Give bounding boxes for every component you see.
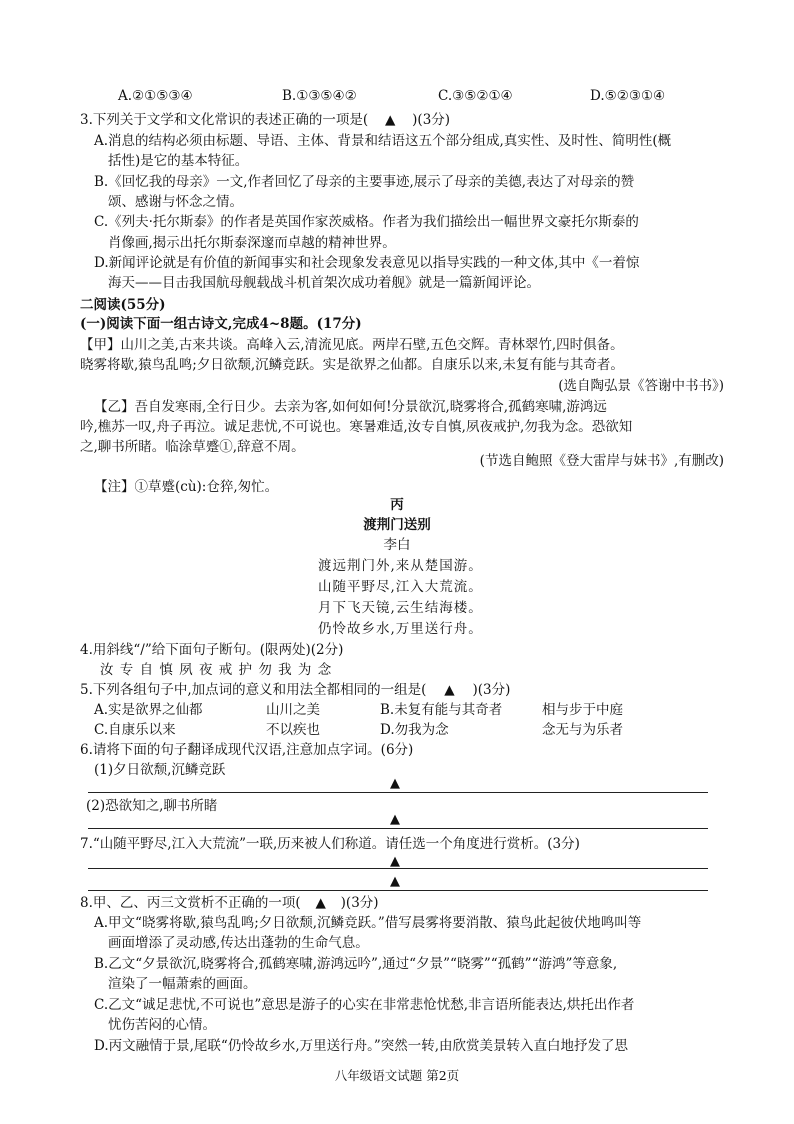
q4-stem: 4.用斜线“/”给下面句子断句。(限两处)(2分) [80, 642, 344, 658]
q5-answer-blank[interactable]: ▲ [444, 682, 455, 698]
q5-option-b-pair: 相与步于中庭 [542, 702, 623, 718]
bing-label: 丙 [390, 497, 404, 513]
q6-answer-line-1[interactable] [88, 792, 708, 793]
q8-option-c-line1: C.乙文“诚足悲忧,不可说也”意思是游子的心实在非常悲怆忧愁,非言语所能表达,烘托出作者 [94, 997, 635, 1013]
q8-option-a-line2: 画面增添了灵动感,传达出蓬勃的生命气息。 [108, 935, 369, 951]
section-two-title: 二阅读(55分) [80, 297, 166, 313]
poem-author: 李白 [383, 537, 411, 553]
q2-option-b: B.①③⑤④② [282, 88, 357, 104]
q5-stem [80, 680, 510, 700]
q3-option-d-line2: 海天——目击我国航母舰载战斗机首架次成功着舰》就是一篇新闻评论。 [108, 275, 540, 291]
q3-option-c-line2: 肖像画,揭示出托尔斯泰深邃而卓越的精神世界。 [108, 235, 396, 251]
q3-option-d-line1: D.新闻评论就是有价值的新闻事实和社会现象发表意见以指导实践的一种文体,其中《一着惊 [94, 255, 640, 271]
page-footer: 八年级语文试题 第2页 [334, 1068, 460, 1083]
jia-source: (选自陶弘景《答谢中书书》) [558, 378, 724, 394]
section-two-subtitle: (一)阅读下面一组古诗文,完成4~8题。(17分) [80, 316, 362, 332]
poem-line-3: 月下飞天镜,云生结海楼。 [318, 600, 483, 616]
q3-option-b-line1: B.《回忆我的母亲》一文,作者回忆了母亲的主要事迹,展示了母亲的美德,表达了对母亲的赞 [94, 174, 635, 190]
yi-source: (节选自鲍照《登大雷岸与妹书》,有删改) [479, 453, 724, 469]
yi-text-line1: 【乙】吾自发寒雨,全行日少。去亲为客,如何如何!分景欲沉,晓雾将合,孤鹤寒啸,游鸿远 [94, 399, 607, 415]
q5-option-b: B.未复有能与其奇者 [380, 702, 503, 718]
q5-stem-text: 5.下列各组句子中,加点词的意义和用法全都相同的一组是( [80, 682, 427, 698]
q6-answer-blank-1[interactable]: ▲ [390, 776, 400, 791]
q5-option-d: D.勿我为念 [380, 722, 449, 738]
q2-option-d: D.⑤②③①④ [590, 88, 666, 104]
poem-line-4: 仍怜故乡水,万里送行舟。 [318, 621, 483, 637]
q6-stem: 6.请将下面的句子翻译成现代汉语,注意加点字词。(6分) [80, 742, 414, 758]
yi-text-line3: 之,聊书所睹。临涂草蹙①,辞意不周。 [80, 439, 305, 455]
q4-sentence: 汝 专 自 慎 夙 夜 戒 护 勿 我 为 念 [100, 662, 333, 678]
poem-line-1: 渡远荆门外,来从楚国游。 [318, 558, 483, 574]
q7-answer-blank[interactable]: ▲ [390, 854, 400, 869]
q8-answer-blank[interactable]: ▲ [315, 895, 326, 911]
q7-answer-line-1[interactable] [88, 868, 708, 869]
q8-option-c-line2: 忧伤苦闷的心情。 [108, 1017, 216, 1033]
q5-option-d-pair: 念无与为乐者 [542, 722, 623, 738]
q7-answer-blank-2[interactable]: ▲ [390, 874, 400, 889]
q5-option-a-pair: 山川之美 [266, 702, 320, 718]
yi-text-line2: 吟,樵苏一叹,舟子再泣。诚足悲忧,不可说也。寒暑难适,汝专自慎,夙夜戒护,勿我为念。恐欲知 [80, 419, 633, 435]
q3-score: )(3分) [412, 112, 451, 128]
q5-option-c: C.自康乐以来 [94, 722, 176, 738]
q5-score: )(3分) [472, 682, 511, 698]
jia-text-line2: 晓雾将歇,猿鸟乱鸣;夕日欲颓,沉鳞竞跃。实是欲界之仙都。自康乐以来,未复有能与其奇者。 [80, 357, 624, 373]
q2-option-c: C.③⑤②①④ [438, 88, 513, 104]
poem-line-2: 山随平野尽,江入大荒流。 [318, 579, 483, 595]
q6-answer-blank-2[interactable]: ▲ [390, 812, 400, 827]
q7-stem: 7.“山随平野尽,江入大荒流”一联,历来被人们称道。请任选一个角度进行赏析。(3分) [80, 836, 580, 852]
poem-title: 渡荆门送别 [363, 517, 431, 533]
q3-option-c-line1: C.《列夫·托尔斯泰》的作者是英国作家茨威格。作者为我们描绘出一幅世界文豪托尔斯泰的 [94, 214, 639, 230]
annotation-note: 【注】①草蹙(cù):仓猝,匆忙。 [94, 479, 279, 495]
q7-answer-line-2[interactable] [88, 890, 708, 891]
q3-option-a-line1: A.消息的结构必须由标题、导语、主体、背景和结语这五个部分组成,真实性、及时性、简明性(概 [94, 133, 672, 149]
q8-stem-text: 8.甲、乙、丙三文赏析不正确的一项( [80, 895, 301, 911]
q6-sentence-2: (2)恐欲知之,聊书所睹 [86, 798, 218, 814]
q6-sentence-1: (1)夕日欲颓,沉鳞竞跃 [94, 762, 226, 778]
q8-option-a-line1: A.甲文“晓雾将歇,猿鸟乱鸣;夕日欲颓,沉鳞竞跃。”借写晨雾将要消散、猿鸟此起彼伏地鸣叫等 [94, 915, 642, 931]
jia-text-line1: 【甲】山川之美,古来共谈。高峰入云,清流见底。两岸石壁,五色交辉。青林翠竹,四时俱备。 [80, 337, 624, 353]
q3-stem [80, 110, 450, 130]
q8-option-b-line1: B.乙文“夕景欲沉,晓雾将合,孤鹤寒啸,游鸿远吟”,通过“夕景”“晓雾”“孤鹤”“游鸿”等意象, [94, 956, 618, 972]
q3-option-b-line2: 颂、感谢与怀念之情。 [108, 194, 243, 210]
q3-answer-blank[interactable]: ▲ [384, 112, 396, 128]
q8-option-d-line1: D.丙文融情于景,尾联“仍怜故乡水,万里送行舟。”突然一转,由欣赏美景转入直白地抒发了思 [94, 1038, 629, 1054]
q6-answer-line-2[interactable] [88, 828, 708, 829]
q8-stem [80, 893, 379, 913]
q8-score: )(3分) [340, 895, 379, 911]
q5-option-a: A.实是欲界之仙都 [94, 702, 203, 718]
q2-option-a: A.②①⑤③④ [118, 88, 193, 104]
q3-stem-text: 3.下列关于文学和文化常识的表述正确的一项是( [80, 112, 369, 128]
q5-option-c-pair: 不以疾也 [266, 722, 320, 738]
q3-option-a-line2: 括性)是它的基本特征。 [108, 153, 249, 169]
q8-option-b-line2: 渲染了一幅萧索的画面。 [108, 976, 257, 992]
